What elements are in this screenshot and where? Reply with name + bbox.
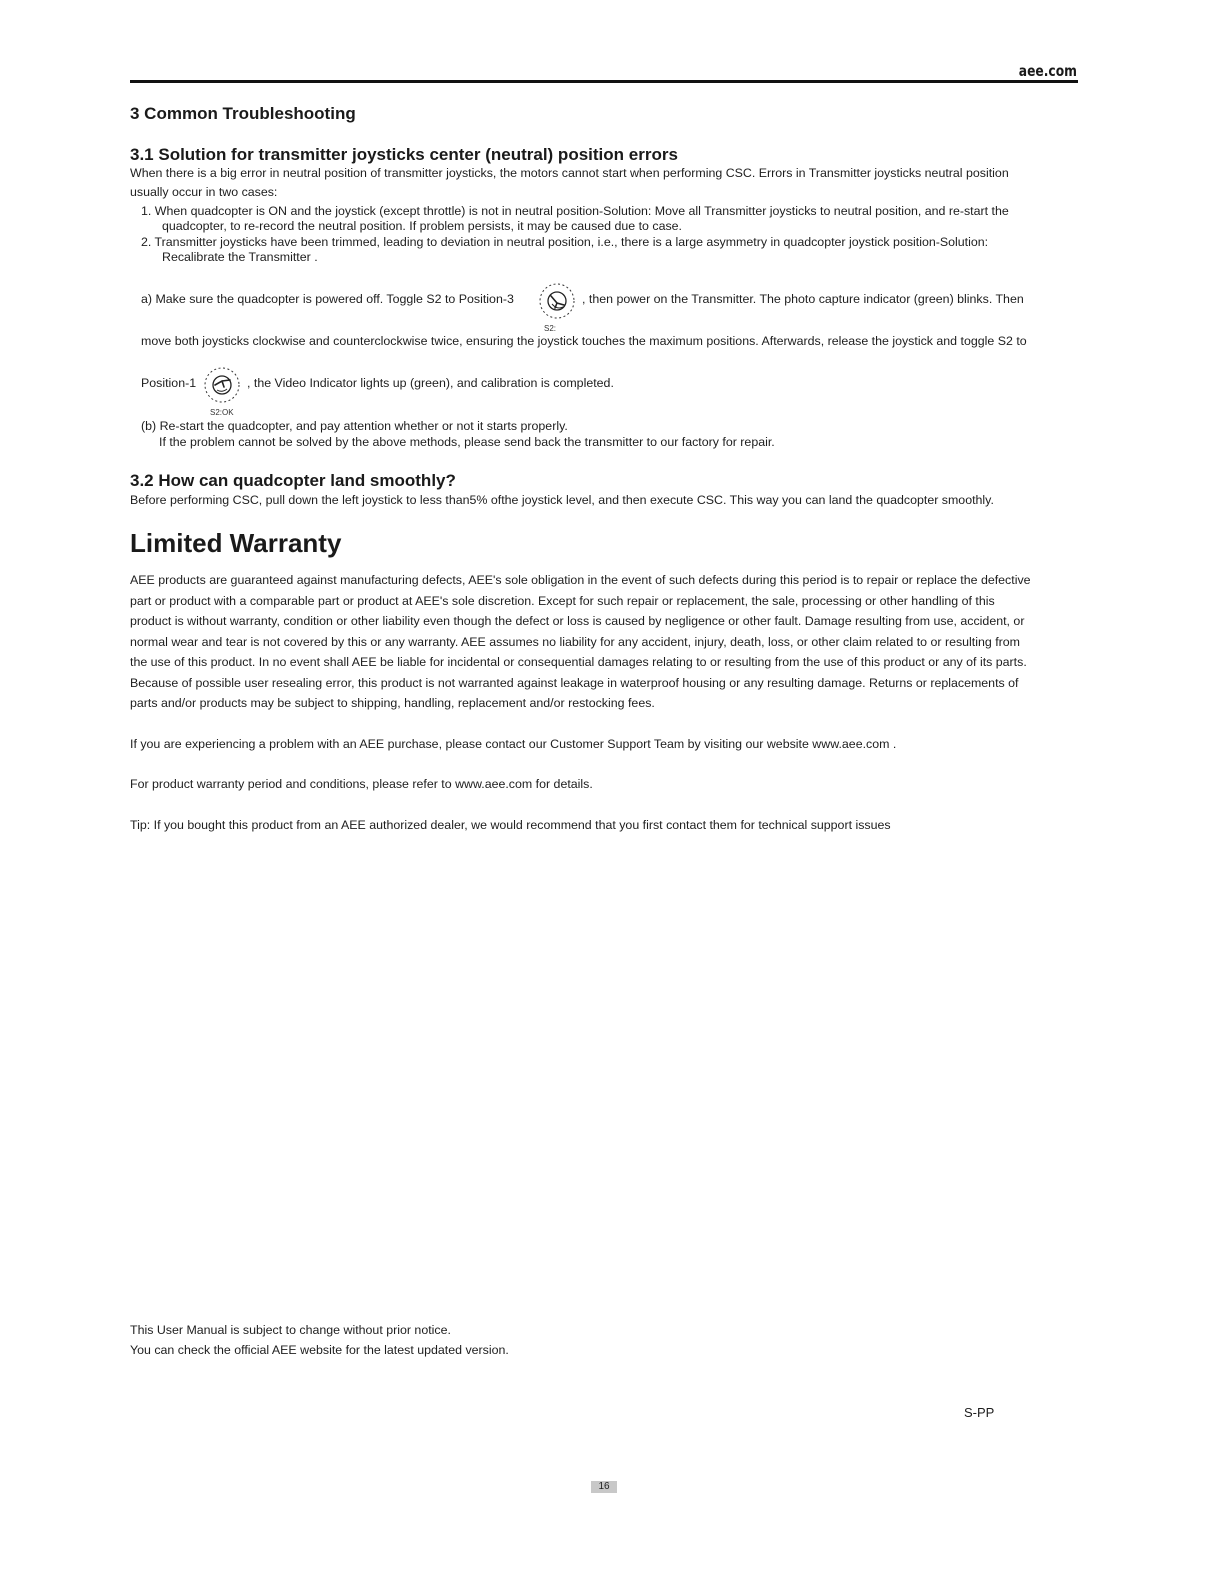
warranty-title: Limited Warranty <box>130 528 342 558</box>
brand-logo: aee.com <box>1018 62 1077 80</box>
step-b-line-1: (b) Re-start the quadcopter, and pay attention whether or not it starts properly. <box>141 419 568 433</box>
warranty-line: the use of this product. In no event shall AEE be liable for incidental or consequential damages relating to or resulting from the use of this product or any of its parts. <box>130 655 1027 669</box>
intro-line-2: usually occur in two cases: <box>130 185 278 199</box>
subsection-title-3-2: 3.2 How can quadcopter land smoothly? <box>130 471 456 490</box>
step-b-line-2: If the problem cannot be solved by the above methods, please send back the transmitter to our factory for repair. <box>159 435 775 449</box>
landing-text: Before performing CSC, pull down the left joystick to less than5% ofthe joystick level, and then execute CSC. This way you can land the quadcopter smoothly. <box>130 493 994 507</box>
intro-line-1: When there is a big error in neutral position of transmitter joysticks, the motors cannot start when performing CSC. Errors in Transmitter joysticks neutral position <box>130 166 1009 180</box>
warranty-line: normal wear and tear is not covered by this or any warranty. AEE assumes no liability for any accident, injury, death, loss, or other claim related to or resulting from <box>130 635 1021 649</box>
case-1-line-1: 1. When quadcopter is ON and the joystick (except throttle) is not in neutral position-Solution: Move all Transmitter joysticks to neutral position, and re-start the <box>141 204 1009 218</box>
header-rule <box>130 80 1078 83</box>
section-title: 3 Common Troubleshooting <box>130 104 356 123</box>
warranty-line: AEE products are guaranteed against manufacturing defects, AEE's sole obligation in the event of such defects during this period is to repair or replace the defective <box>130 573 1031 587</box>
step-a-line-2: , then power on the Transmitter. The photo capture indicator (green) blinks. Then <box>582 292 1024 306</box>
s2-position-1-dial-icon <box>200 366 244 406</box>
step-a-line-5: , the Video Indicator lights up (green), and calibration is completed. <box>247 376 614 390</box>
step-a-line-4: Position-1 <box>141 376 197 390</box>
case-2-line-2: Recalibrate the Transmitter . <box>162 250 318 264</box>
support-text: If you are experiencing a problem with an AEE purchase, please contact our Customer Support Team by visiting our website www.aee.com . <box>130 737 897 751</box>
warranty-line: parts and/or products may be subject to shipping, handling, replacement and/or restocking fees. <box>130 696 655 710</box>
subsection-title-3-1: 3.1 Solution for transmitter joysticks center (neutral) position errors <box>130 145 678 164</box>
warranty-period-text: For product warranty period and conditions, please refer to www.aee.com for details. <box>130 777 593 791</box>
warranty-line: product is without warranty, condition or other liability even though the defect or loss is caused by negligence or other fault. Damage resulting from use, accident, or <box>130 614 1025 628</box>
case-1-line-2: quadcopter, to re-record the neutral position. If problem persists, it may be caused due to case. <box>162 219 683 233</box>
website-notice: You can check the official AEE website for the latest updated version. <box>130 1343 509 1357</box>
case-2-line-1: 2. Transmitter joysticks have been trimmed, leading to deviation in neutral position, i.e., there is a large asymmetry in quadcopter joystick position-Solution: <box>141 235 989 249</box>
document-code: S-PP <box>964 1405 995 1420</box>
warranty-line: Because of possible user resealing error, this product is not warranted against leakage in waterproof housing or any resulting damage. Returns or replacements of <box>130 676 1019 690</box>
change-notice: This User Manual is subject to change without prior notice. <box>130 1323 451 1337</box>
step-a-line-3: move both joysticks clockwise and counterclockwise twice, ensuring the joystick touches the maximum positions. Afterwards, release the joystick and toggle S2 to <box>141 334 1027 348</box>
warranty-line: part or product with a comparable part or product at AEE's sole discretion. Except for such repair or replacement, the sale, processing or other handling of this <box>130 594 995 608</box>
knob-1-label: S2: <box>544 324 557 333</box>
step-a-line-1: a) Make sure the quadcopter is powered off. Toggle S2 to Position-3 <box>141 292 514 306</box>
page-number: 16 <box>591 1481 617 1493</box>
s2-position-3-dial-icon <box>535 282 579 322</box>
knob-2-label: S2:OK <box>210 408 234 417</box>
dealer-tip-text: Tip: If you bought this product from an AEE authorized dealer, we would recommend that you first contact them for technical support issues <box>130 818 891 832</box>
